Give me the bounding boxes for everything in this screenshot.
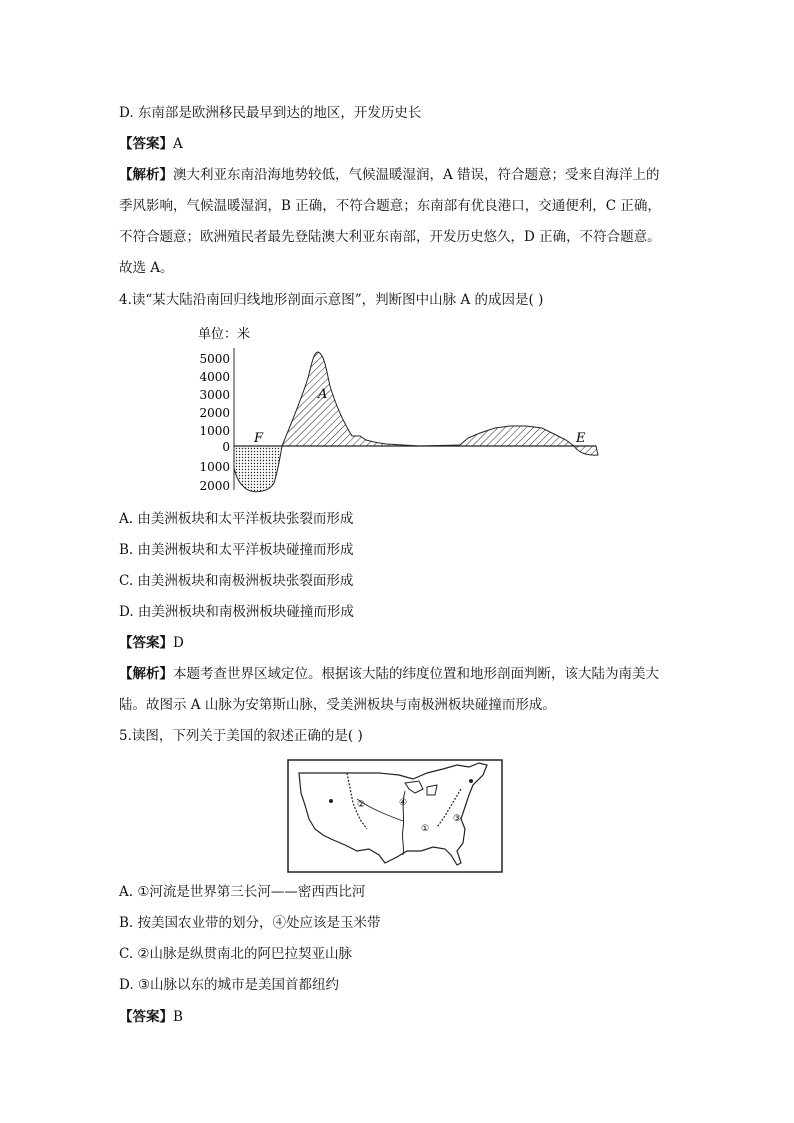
q4-option-c: C. 由美洲板块和南极洲板块张裂面形成 — [119, 573, 354, 589]
tick-3000: 3000 — [199, 388, 230, 402]
q3-analysis-line-4: 故选 A。 — [119, 260, 174, 276]
analysis-text: 本题考查世界区域定位。根据该大陆的纬度位置和地形剖面判断，该大陆为南美大 — [173, 666, 659, 682]
terrain-profile-figure — [190, 318, 610, 498]
answer-value: D — [173, 635, 184, 651]
q4-option-b: B. 由美洲板块和太平洋板块碰撞而形成 — [119, 542, 354, 558]
q3-option-d: D. 东南部是欧洲移民最早到达的地区，开发历史长 — [119, 105, 422, 121]
tick-0: 0 — [222, 440, 230, 454]
tick-1000: 1000 — [199, 424, 230, 438]
q3-analysis-line-3: 不符合题意；欧洲殖民者最先登陆澳大利亚东南部，开发历史悠久，D 正确，不符合题意。 — [119, 229, 661, 245]
map-label-2: ② — [357, 800, 366, 810]
east-coast-slope — [574, 446, 598, 455]
map-dot — [329, 799, 333, 803]
q5-stem: 5.读图，下列关于美国的叙述正确的是( ) — [119, 728, 363, 744]
tick-neg-1000: 1000 — [199, 460, 230, 474]
tick-2000: 2000 — [199, 406, 230, 420]
label-A: A — [318, 387, 328, 402]
q5-option-d: D. ③山脉以东的城市是美国首都纽约 — [119, 977, 340, 993]
ocean-trench — [234, 446, 282, 492]
q4-stem: 4.读“某大陆沿南回归线地形剖面示意图”，判断图中山脉 A 的成因是( ) — [119, 292, 544, 308]
q5-answer — [119, 1007, 183, 1027]
q5-option-b: B. 按美国农业带的划分，④处应该是玉米带 — [119, 915, 381, 931]
q5-option-c: C. ②山脉是纵贯南北的阿巴拉契亚山脉 — [119, 946, 353, 962]
answer-value: A — [173, 136, 183, 152]
q3-answer — [119, 134, 183, 154]
analysis-text: 澳大利亚东南沿海地势较低，气候温暖湿润，A 错误，符合题意；受来自海洋上的 — [173, 167, 660, 183]
usa-map-figure — [287, 759, 503, 873]
tick-4000: 4000 — [199, 370, 230, 384]
answer-tag: 【答案】 — [119, 1009, 173, 1025]
analysis-tag: 【解析】 — [119, 167, 173, 183]
q4-analysis-line-1 — [119, 664, 659, 684]
q4-analysis-line-2: 陆。故图示 A 山脉为安第斯山脉，受美洲板块与南极洲板块碰撞而形成。 — [119, 697, 556, 713]
answer-value: B — [173, 1009, 183, 1025]
answer-tag: 【答案】 — [119, 136, 173, 152]
y-axis-ticks — [199, 352, 230, 493]
tick-neg-2000: 2000 — [199, 479, 230, 493]
unit-label: 单位：米 — [198, 327, 251, 342]
map-label-3: ③ — [453, 814, 462, 824]
q4-option-a: A. 由美洲板块和太平洋板块张裂而形成 — [119, 511, 354, 527]
answer-tag: 【答案】 — [119, 635, 173, 651]
q3-analysis-line-2: 季风影响，气候温暖湿润，B 正确，不符合题意；东南部有优良港口，交通便利，C 正确， — [119, 198, 661, 214]
analysis-tag: 【解析】 — [119, 666, 173, 682]
map-label-1: ① — [421, 824, 430, 834]
map-frame — [288, 760, 502, 872]
q5-option-a: A. ①河流是世界第三长河——密西西比河 — [119, 884, 366, 900]
label-F: F — [254, 431, 264, 446]
q4-option-d: D. 由美洲板块和南极洲板块碰撞而形成 — [119, 604, 354, 620]
map-label-4: ④ — [399, 798, 408, 808]
map-dot — [469, 779, 473, 783]
q4-answer — [119, 633, 184, 653]
label-E: E — [576, 431, 586, 446]
tick-5000: 5000 — [199, 352, 230, 366]
q3-analysis-line-1 — [119, 165, 660, 185]
